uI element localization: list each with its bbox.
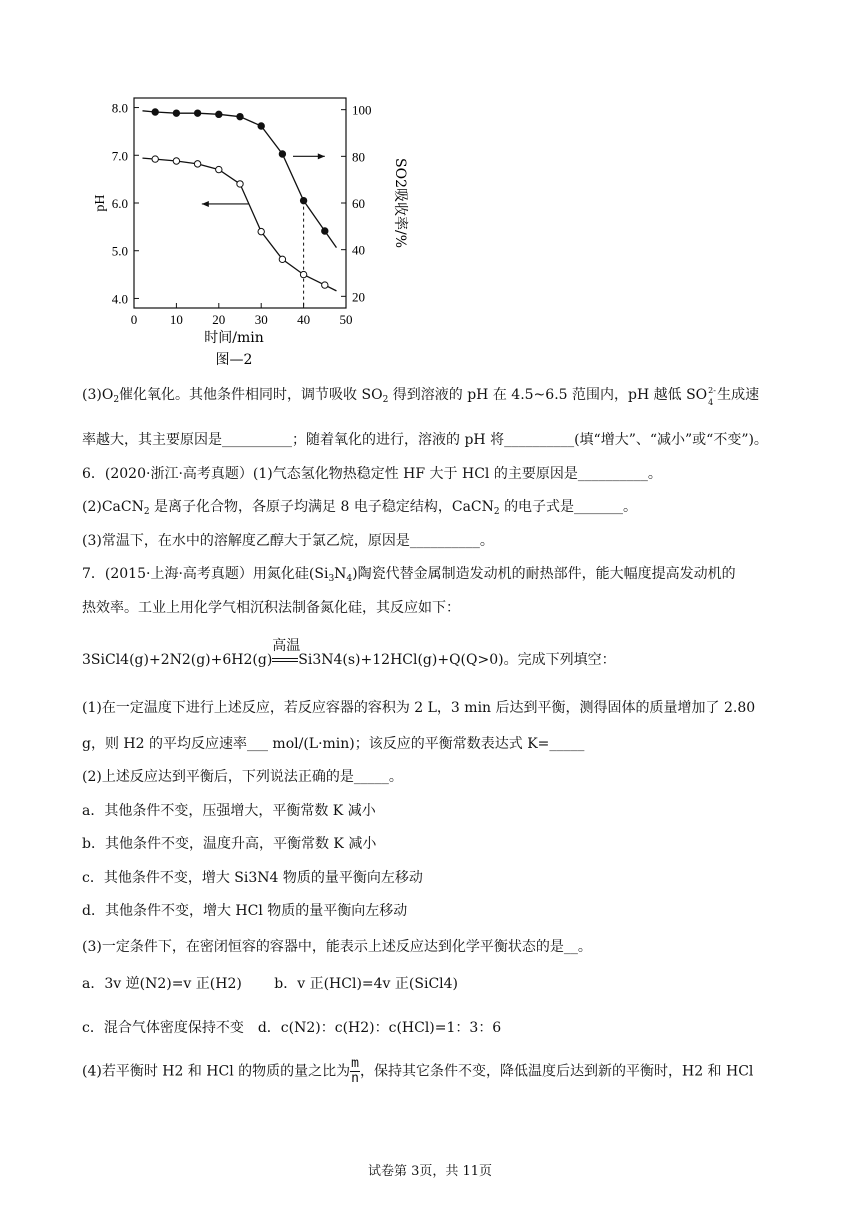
data-point-open [216, 166, 222, 172]
question-7-intro: 热效率。工业上用化学气相沉积法制备氮化硅，其反应如下： [82, 600, 460, 616]
question-7-4: (4)若平衡时 H2 和 HCl 的物质的量之比为 $\frac{m}{n}$ ，保持其它条件不变，降低温度后达到新的平衡时，H2 和 HCl [82, 1056, 754, 1086]
y-left-axis-label: pH [93, 194, 108, 212]
data-point-open [173, 158, 179, 164]
y-left-tick-label: 4.0 [111, 291, 128, 307]
y-left-tick-label: 7.0 [111, 148, 128, 164]
x-tick-label: 10 [169, 312, 183, 327]
ph-so2-chart [86, 88, 416, 378]
arrow-right-head [318, 153, 325, 159]
y-right-tick-label: 80 [352, 149, 365, 165]
x-tick-label: 40 [297, 312, 311, 327]
arrow-left-head [202, 201, 209, 207]
line-rate-reason: 率越大，其主要原因是__________；随着氧化的进行，溶液的 pH 将__________(填“增大”、“减小”或“不变”)。 [82, 432, 768, 448]
series-line [142, 111, 336, 248]
data-point-open [237, 181, 243, 187]
question-7-1a: (1)在一定温度下进行上述反应，若反应容器的容积为 2 L，3 min 后达到平衡，测得固体的质量增加了 2.80 [82, 700, 756, 716]
data-point-filled [237, 113, 243, 119]
y-right-axis-label: SO2吸收率/% [392, 158, 408, 248]
reaction-equation: 3SiCl4(g)+2N2(g)+6H2(g) 高温 Si3N4(s)+12HCl(g)+Q(Q>0)。完成下列填空： [82, 638, 616, 668]
y-right-tick-label: 100 [352, 102, 372, 118]
y-right-tick-label: 40 [352, 242, 365, 258]
figure-caption: 图—2 [215, 352, 253, 368]
x-tick-label: 30 [254, 312, 268, 327]
question-7-2: (2)上述反应达到平衡后，下列说法正确的是_____。 [82, 769, 403, 785]
line-3-oxidation: $(3)O_2$催化氧化。其他条件相同时，调节吸收 $SO_2$ 得到溶液的 pH 在 4.5~6.5 范围内，pH 越低 SO 2- 4 生成速 [82, 386, 760, 407]
y-left-tick-label: 6.0 [111, 196, 128, 211]
series-line [142, 158, 336, 291]
x-tick-label: 0 [130, 312, 138, 327]
data-point-filled [194, 110, 200, 116]
y-right-tick-label: 60 [352, 196, 365, 211]
chart-marks [142, 109, 336, 308]
data-point-filled [258, 123, 264, 129]
data-point-filled [279, 151, 285, 157]
option-d: d．其他条件不变，增大 HCl 物质的量平衡向左移动 [82, 903, 408, 919]
y-left-tick-label: 5.0 [111, 243, 128, 259]
y-left-tick-label: 8.0 [111, 100, 128, 116]
question-7-title: 7．(2015·上海·高考真题）用氮化硅$(Si_3N_4)$陶瓷代替金属制造发动机的耐热部件，能大幅度提高发动机的 [82, 566, 736, 584]
data-point-open [279, 256, 285, 262]
option-b: b．其他条件不变，温度升高，平衡常数 K 减小 [82, 836, 377, 852]
question-7-3: (3)一定条件下，在密闭恒容的容器中，能表示上述反应达到化学平衡状态的是__。 [82, 939, 592, 955]
question-6-2: (2)CaCN$_2$ 是离子化合物，各原子均满足 8 电子稳定结构，CaCN$_2$ 的电子式是_______。 [82, 499, 638, 517]
data-point-filled [322, 228, 328, 234]
x-axis-label: 时间/min [204, 330, 264, 346]
question-7-1b: g，则 H2 的平均反应速率___ mol/(L·min)；该反应的平衡常数表达式 K=_____ [82, 736, 585, 752]
data-point-open [300, 271, 306, 277]
option-a: a．其他条件不变，压强增大，平衡常数 K 减小 [82, 803, 376, 819]
question-6: 6．(2020·浙江·高考真题）(1)气态氢化物热稳定性 HF 大于 HCl 的主要原因是__________。 [82, 466, 662, 482]
option-row-ab: a．3v 逆(N2)=v 正(H2) b．v 正(HCl)=4v 正(SiCl4) [82, 976, 459, 992]
x-tick-label: 50 [339, 312, 353, 327]
option-row-cd: c．混合气体密度保持不变 d．c(N2)：c(H2)：c(HCl)=1：3：6 [82, 1020, 502, 1036]
data-point-open [152, 156, 158, 162]
data-point-open [258, 228, 264, 234]
data-point-filled [152, 109, 158, 115]
x-tick-label: 20 [212, 312, 226, 327]
y-right-tick-label: 20 [352, 289, 365, 305]
data-point-filled [173, 110, 179, 116]
question-6-3: (3)常温下，在水中的溶解度乙醇大于氯乙烷，原因是__________。 [82, 533, 494, 549]
data-point-open [322, 282, 328, 288]
chart-axes [93, 98, 409, 368]
data-point-filled [300, 197, 306, 203]
option-c: c．其他条件不变，增大 Si3N4 物质的量平衡向左移动 [82, 870, 423, 886]
plot-frame [134, 98, 346, 308]
page-footer: 试卷第 3页，共 11页 [367, 1164, 493, 1179]
data-point-open [194, 161, 200, 167]
data-point-filled [216, 111, 222, 117]
